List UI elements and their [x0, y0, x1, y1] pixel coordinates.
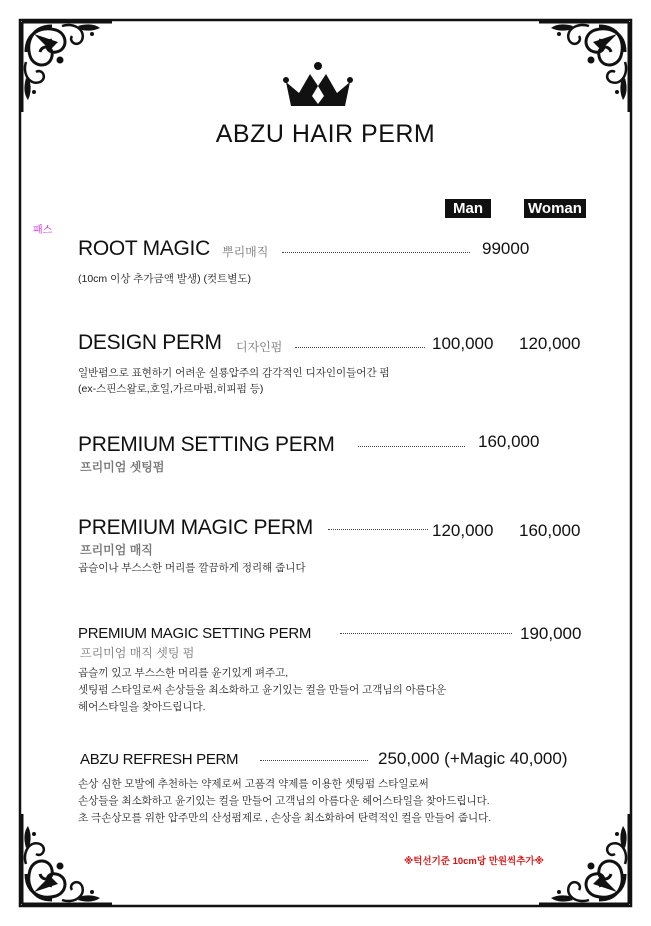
pass-label: 패스: [33, 225, 53, 236]
premium-magic-perm-name: PREMIUM MAGIC PERM: [78, 516, 313, 539]
premium-magic-perm-price-man: 120,000: [432, 521, 494, 540]
premium-magic-setting-perm-desc-2: 셋팅펌 스타일로써 손상들을 최소화하고 윤기있는 컬을 만들어 고객님의 아름다운: [78, 684, 447, 696]
man-header: Man: [445, 199, 491, 218]
root-magic-korean: 뿌리매직: [222, 245, 269, 259]
premium-setting-perm-leader: [358, 446, 465, 447]
root-magic-price: 99000: [482, 239, 530, 258]
corner-ornament-bottom-right: [539, 814, 629, 904]
corner-ornament-top-left: [22, 22, 112, 112]
premium-magic-setting-perm-name: PREMIUM MAGIC SETTING PERM: [78, 625, 312, 642]
corner-ornament-bottom-left: [22, 814, 112, 904]
design-perm-name: DESIGN PERM: [78, 331, 222, 354]
premium-magic-perm-desc-1: 곱슬이나 부스스한 머리를 깔끔하게 정리해 줍니다: [78, 562, 306, 574]
crown-icon: [283, 62, 353, 106]
premium-magic-perm-korean: 프리미엄 매직: [80, 543, 153, 557]
abzu-refresh-perm-desc-1: 손상 심한 모발에 추천하는 약제로써 고품격 약제를 이용한 셋팅펌 스타일로써: [78, 778, 429, 790]
premium-magic-setting-perm-korean: 프리미엄 매직 셋팅 펌: [80, 646, 195, 660]
premium-setting-perm-price: 160,000: [478, 432, 540, 451]
length-surcharge-note: ※턱선기준 10cm당 만원씩추가※: [404, 856, 544, 867]
design-perm-price-man: 100,000: [432, 334, 494, 353]
abzu-refresh-perm-desc-3: 초 극손상모를 위한 압주만의 산성펌제로 , 손상을 최소화하여 탄력적인 컬을 만들어 줍니다.: [78, 812, 492, 824]
page-title: ABZU HAIR PERM: [215, 120, 436, 148]
premium-magic-perm-price-woman: 160,000: [519, 521, 581, 540]
design-perm-desc-1: 일반펌으로 표현하기 어려운 실룡압주의 감각적인 디자인이들어간 펌: [78, 367, 390, 379]
premium-magic-setting-perm-leader: [340, 633, 512, 634]
abzu-refresh-perm-leader: [260, 760, 368, 761]
design-perm-korean: 디자인펌: [236, 340, 283, 354]
design-perm-leader: [295, 347, 425, 348]
root-magic-desc-1: (10cm 이상 추가금액 발생) (컷트별도): [78, 273, 252, 285]
design-perm-desc-2: (ex-스핀스왈로,호일,가르마펌,히피펌 등): [78, 383, 264, 395]
corner-ornament-top-right: [539, 22, 629, 112]
abzu-refresh-perm-desc-2: 손상들을 최소화하고 윤기있는 컬을 만들어 고객님의 아름다운 헤어스타일을 찾아드립니다.: [78, 795, 490, 807]
woman-header: Woman: [524, 199, 586, 218]
premium-magic-setting-perm-price: 190,000: [520, 624, 582, 643]
premium-magic-setting-perm-desc-1: 곱슬끼 있고 부스스한 머리를 윤기있게 펴주고,: [78, 667, 289, 679]
root-magic-leader: [282, 252, 470, 253]
abzu-refresh-perm-price: 250,000 (+Magic 40,000): [378, 749, 568, 768]
premium-setting-perm-name: PREMIUM SETTING PERM: [78, 433, 335, 456]
premium-magic-perm-leader: [328, 529, 428, 530]
design-perm-price-woman: 120,000: [519, 334, 581, 353]
premium-magic-setting-perm-desc-3: 헤어스타일을 찾아드립니다.: [78, 701, 206, 713]
root-magic-name: ROOT MAGIC: [78, 237, 210, 260]
abzu-refresh-perm-name: ABZU REFRESH PERM: [80, 751, 239, 768]
premium-setting-perm-korean: 프리미엄 셋팅펌: [80, 460, 165, 474]
